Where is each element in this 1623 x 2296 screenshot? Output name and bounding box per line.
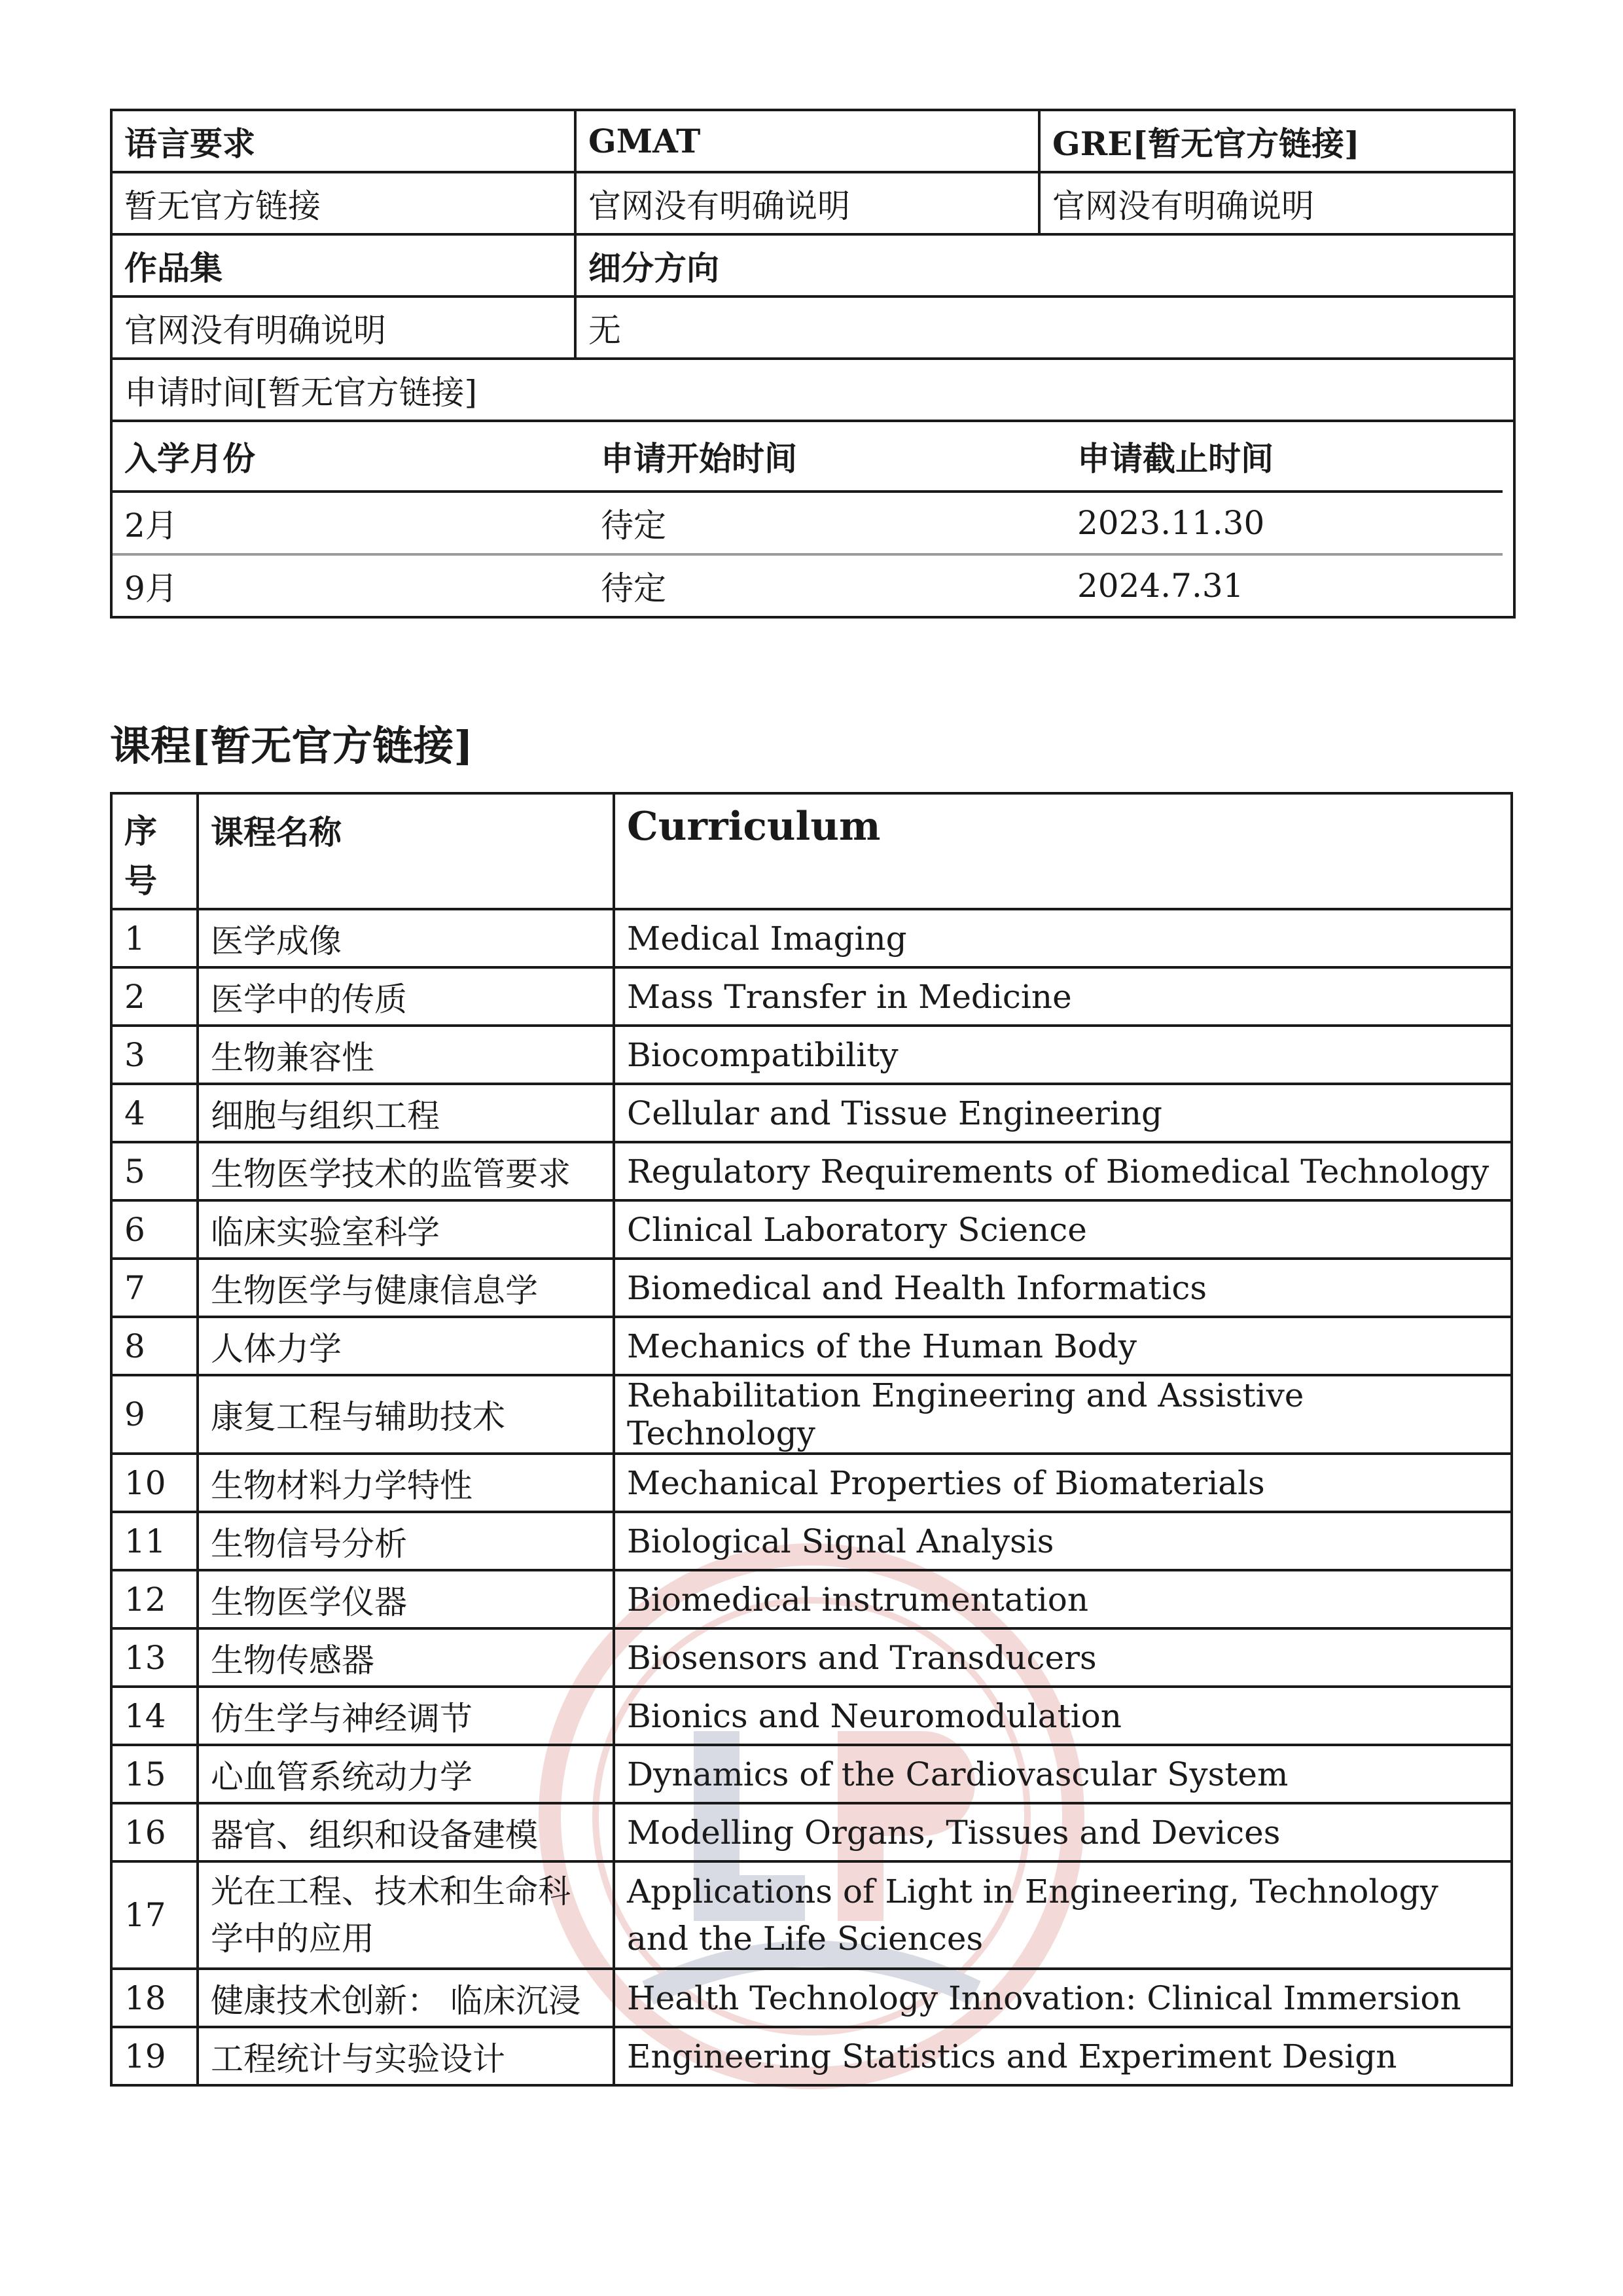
table-row <box>111 1084 1512 1142</box>
dates-deadline: 2024.7.31 <box>1077 567 1244 605</box>
course-name-cn: 医学成像 <box>198 909 614 967</box>
course-number: 1 <box>111 909 198 967</box>
course-name-cn: 生物医学技术的监管要求 <box>198 1142 614 1200</box>
course-number: 2 <box>111 967 198 1026</box>
dates-month: 9月 <box>124 569 178 607</box>
course-number: 16 <box>111 1803 198 1861</box>
dates-start: 待定 <box>601 569 666 607</box>
application-dates-table <box>113 422 1503 616</box>
course-name-en: Cellular and Tissue Engineering <box>614 1084 1512 1142</box>
course-number: 18 <box>111 1969 198 2027</box>
table-row <box>111 1259 1512 1317</box>
course-name-en: Biomedical and Health Informatics <box>614 1259 1512 1317</box>
table-row <box>111 1142 1512 1200</box>
course-name-en: Regulatory Requirements of Biomedical Technology <box>614 1142 1512 1200</box>
table-row <box>111 967 1512 1026</box>
course-name-cn: 生物兼容性 <box>198 1026 614 1084</box>
table-row <box>111 1745 1512 1803</box>
course-name-cn: 生物信号分析 <box>198 1512 614 1570</box>
table-row <box>111 2027 1512 2085</box>
course-number: 12 <box>111 1570 198 1628</box>
course-number: 15 <box>111 1745 198 1803</box>
dates-start: 待定 <box>589 492 1065 554</box>
course-name-en: Modelling Organs, Tissues and Devices <box>614 1803 1512 1861</box>
gmat-value: 官网没有明确说明 <box>575 172 1039 234</box>
course-name-en: Clinical Laboratory Science <box>614 1200 1512 1259</box>
dates-header-month: 入学月份 <box>113 422 589 492</box>
course-name-cn: 人体力学 <box>198 1317 614 1375</box>
course-name-en: Biosensors and Transducers <box>614 1628 1512 1687</box>
course-name-en: Biological Signal Analysis <box>614 1512 1512 1570</box>
course-name-en: Biocompatibility <box>614 1026 1512 1084</box>
portfolio-value: 官网没有明确说明 <box>111 296 575 359</box>
course-name-cn: 心血管系统动力学 <box>198 1745 614 1803</box>
table-row <box>111 1803 1512 1861</box>
course-name-en: Health Technology Innovation: Clinical Immersion <box>614 1969 1512 2027</box>
table-row <box>111 1570 1512 1628</box>
course-number: 8 <box>111 1317 198 1375</box>
dates-month: 2月 <box>113 492 589 554</box>
course-name-cn: 健康技术创新： 临床沉浸 <box>198 1969 614 2027</box>
course-number: 13 <box>111 1628 198 1687</box>
course-number: 11 <box>111 1512 198 1570</box>
course-name-cn: 生物医学与健康信息学 <box>198 1259 614 1317</box>
table-row <box>111 1375 1512 1454</box>
direction-label: 细分方向 <box>575 234 1514 296</box>
language-label: 语言要求 <box>111 110 575 172</box>
gre-label: GRE[暂无官方链接] <box>1039 110 1514 172</box>
table-row <box>111 1628 1512 1687</box>
course-number: 6 <box>111 1200 198 1259</box>
table-row <box>111 1026 1512 1084</box>
dates-header-start: 申请开始时间 <box>589 422 1065 492</box>
dates-header-deadline: 申请截止时间 <box>1065 422 1503 492</box>
table-row <box>111 1200 1512 1259</box>
course-name-cn: 生物医学仪器 <box>198 1570 614 1628</box>
table-row <box>111 1687 1512 1745</box>
table-row <box>111 1454 1512 1512</box>
table-row <box>111 1861 1512 1969</box>
curriculum-table <box>110 792 1513 2087</box>
course-number: 7 <box>111 1259 198 1317</box>
dates-deadline: 2023.11.30 <box>1065 492 1503 554</box>
course-number: 14 <box>111 1687 198 1745</box>
curriculum-rows <box>111 909 1512 2085</box>
course-name-cn: 仿生学与神经调节 <box>198 1687 614 1745</box>
course-number: 19 <box>111 2027 198 2085</box>
course-name-en: Rehabilitation Engineering and Assistive Technology <box>614 1375 1512 1454</box>
direction-value: 无 <box>575 296 1514 359</box>
course-name-cn: 生物材料力学特性 <box>198 1454 614 1512</box>
course-number: 9 <box>111 1375 198 1454</box>
course-name-cn: 医学中的传质 <box>198 967 614 1026</box>
gre-value: 官网没有明确说明 <box>1039 172 1514 234</box>
requirements-table <box>110 109 1516 619</box>
table-row <box>111 909 1512 967</box>
course-number: 5 <box>111 1142 198 1200</box>
course-name-en: Dynamics of the Cardiovascular System <box>614 1745 1512 1803</box>
course-name-cn: 工程统计与实验设计 <box>198 2027 614 2085</box>
gmat-label: GMAT <box>575 110 1039 172</box>
course-name-en: Engineering Statistics and Experiment Design <box>614 2027 1512 2085</box>
curriculum-section-title: 课程[暂无官方链接] <box>110 722 473 770</box>
course-name-cn: 细胞与组织工程 <box>198 1084 614 1142</box>
course-number: 4 <box>111 1084 198 1142</box>
course-name-en: Applications of Light in Engineering, Technology and the Life Sciences <box>614 1861 1512 1969</box>
application-dates-cell <box>111 421 1514 617</box>
course-name-en: Biomedical instrumentation <box>614 1570 1512 1628</box>
course-name-en: Medical Imaging <box>614 909 1512 967</box>
curriculum-header-no: 序号 <box>111 793 198 909</box>
curriculum-header-en: Curriculum <box>614 793 1512 909</box>
course-name-en: Mass Transfer in Medicine <box>614 967 1512 1026</box>
portfolio-label: 作品集 <box>111 234 575 296</box>
course-number: 10 <box>111 1454 198 1512</box>
language-value: 暂无官方链接 <box>111 172 575 234</box>
course-name-en: Mechanics of the Human Body <box>614 1317 1512 1375</box>
table-row <box>111 1512 1512 1570</box>
course-number: 17 <box>111 1861 198 1969</box>
course-number: 3 <box>111 1026 198 1084</box>
table-row <box>111 1969 1512 2027</box>
curriculum-header-cn: 课程名称 <box>198 793 614 909</box>
course-name-cn: 光在工程、技术和生命科学中的应用 <box>198 1861 614 1969</box>
course-name-cn: 康复工程与辅助技术 <box>198 1375 614 1454</box>
course-name-en: Bionics and Neuromodulation <box>614 1687 1512 1745</box>
course-name-cn: 临床实验室科学 <box>198 1200 614 1259</box>
course-name-cn: 生物传感器 <box>198 1628 614 1687</box>
application-time-label: 申请时间[暂无官方链接] <box>111 359 1514 421</box>
table-row <box>111 1317 1512 1375</box>
course-name-en: Mechanical Properties of Biomaterials <box>614 1454 1512 1512</box>
course-name-cn: 器官、组织和设备建模 <box>198 1803 614 1861</box>
